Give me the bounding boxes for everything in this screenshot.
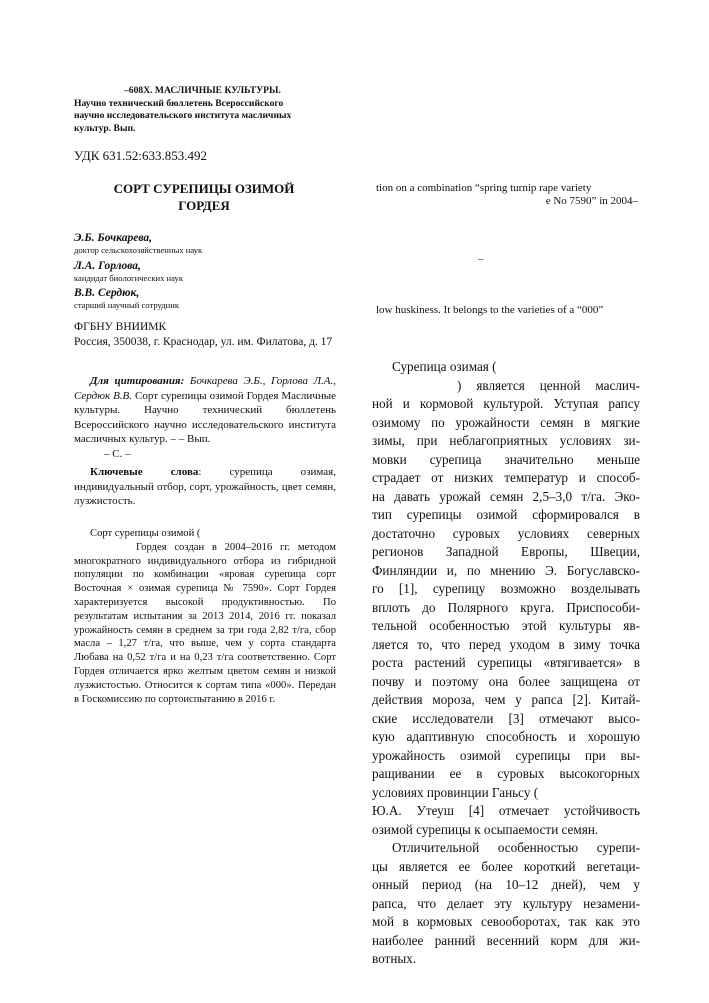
affiliation-address: Россия, 350038, г. Краснодар, ул. им. Филатова, д. 17 [74,336,333,348]
body-line: вотных. [372,951,417,966]
body-line: урожайность озимой сурепицы при вы- [372,747,640,763]
body-line: страдает от низких температур и способ- [372,470,640,485]
author-position: кандидат биологических наук [74,272,183,283]
body-line: Отличительной особенностью сурепи- [392,840,640,855]
body-line: Финляндии и, по мнению Э. Богуславско- [372,562,640,578]
body-line: на давать урожай семян 2,5–3,0 т/га. Эко- [372,488,640,504]
body-line: ) является ценной маслич- [457,377,640,393]
body-line: мой в кормовых севооборотах, так как это [372,914,640,929]
author-position: доктор сельскохозяйственных наук [74,245,203,255]
author-name: Л.А. Горлова, [74,259,141,272]
body-line: озимому по урожайности семян в мягкие [372,414,640,430]
citation-block [74,374,336,461]
journal-header [74,85,314,135]
body-line: ращивании ее в суровых высокогорных [372,766,640,781]
body-line: рапса, что делает эту культуру незамени- [372,895,640,911]
citation-pages: – С. – [104,447,131,460]
author-name: Э.Б. Бочкарева, [74,232,153,244]
body-line: цы является ее более короткий вегетаци- [372,858,640,874]
body-line: зимы, при неблагоприятных условиях зи- [372,433,640,448]
citation-label: Для цитирования: [90,375,185,387]
keywords-block [74,465,336,509]
journal-header-line-3: научно исследовательского института масличных [74,110,292,121]
body-line: мовки сурепица значительно меньше [372,451,640,467]
english-abstract-fragment [376,182,638,208]
journal-header-line-4: культур. Вып. [74,122,136,134]
body-line: ские исследователи [3] отмечают высо- [372,710,640,726]
body-line: роста растений сурепицы «втягивается» в [372,655,640,670]
body-line: го [1], сурепицу возможно возделывать [372,581,640,596]
citation-text: Сорт сурепицы озимой Гордея Масличные культуры. Научно технический бюллетень Всероссийского научно исследовательского института масличных культур. – – Вып. [74,389,337,445]
affiliation [74,320,332,350]
body-line: условиях провинции Ганьсу ( [372,784,539,800]
body-line: почву и поэтому она более защищена от [372,673,640,689]
author-name: В.В. Сердюк, [74,287,140,299]
affiliation-name: ФГБНУ ВНИИМК [74,321,167,333]
article-title-line-2: ГОРДЕЯ [178,198,230,213]
body-line: достаточно суровых условиях северных [372,525,640,541]
body-line: вплоть до Полярного круга. Приспособи- [372,599,640,615]
abstract [74,527,336,706]
main-body-text [372,358,640,969]
body-line: озимой сурепицы к осыпаемости семян. [372,821,599,837]
body-line: действия мороза, чем у рапса [2]. Китай- [372,692,640,707]
udk-code: УДК 631.52:633.853.492 [74,148,208,163]
body-line: кую адаптивную способность и хорошую [372,729,640,744]
body-line: тип сурепицы озимой сформировался в [372,507,640,522]
english-line-2: e No 7590” in 2004– [545,195,638,207]
body-line: регионов Западной Европы, Швеции, [372,544,640,559]
body-line: Ю.А. Утеуш [4] отмечает устойчивость [372,803,640,818]
article-title [74,180,334,214]
body-line: тельной особенностью этой культуры яв- [372,618,640,633]
citation-authors: Бочкарева Э.Б., Горлова Л.А., Сердюк В.В. [74,375,336,402]
body-line: наиболее ранний весенний корм для жи- [372,932,640,948]
english-line-3: low huskiness. It belongs to the varieties of a “000” [376,304,604,316]
abstract-lead: Сорт сурепицы озимой ( [90,528,201,539]
english-dash: – [478,253,484,265]
body-line: онный период (на 10–12 дней), чем у [372,877,640,892]
keywords-text: : сурепица озимая, индивидуальный отбор, сорт, урожайность, цвет семян, лузжистость. [74,466,336,507]
body-line: ляется то, что перед уходом в зиму точка [372,636,640,652]
body-line: ной и кормовой культурой. Уступая рапсу [372,396,640,411]
article-title-line-1: СОРТ СУРЕПИЦЫ ОЗИМОЙ [113,181,295,196]
author-list [74,231,344,314]
body-line: Сурепица озимая ( [392,359,497,374]
journal-header-line-2: Научно технический бюллетень Всероссийского [74,97,284,109]
journal-header-line-1: –608Х. МАСЛИЧНЫЕ КУЛЬТУРЫ. [124,85,281,96]
english-line-1: tion on a combination “spring turnip rape variety [376,182,592,194]
author-position: старший научный сотрудник [74,300,180,310]
keywords-label: Ключевые слова [90,466,199,478]
abstract-body: Гордея создан в 2004–2016 гг. методом многократного индивидуального отбора из гибридной популяции по комбинации «яровая сурепица сорт Восточная × озимая сурепица № 7590». Сорт Гордея характеризуется высокой продуктивностью. По результатам испытания за 2013 2014, 2016 гг. показал урожайность семян в среднем за три года 2,82 т/га, сбор масла – 1,27 т/га, что выше, чем у сорта стандарта Любава на 0,52 т/га и на 0,23 т/га соответственно. Сорт Гордея отличается ярко желтым цветом семян и низкой лузжистостью. Относится к сортам типа «000». Передан в Госкомиссию по сортоиспытанию в 2016 г. [74,541,336,705]
